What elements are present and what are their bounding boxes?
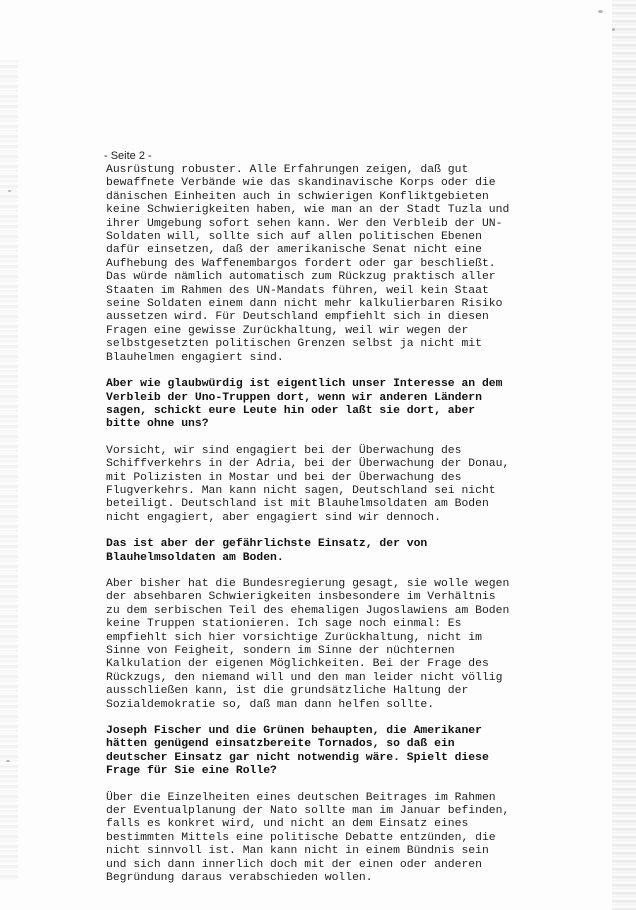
text-line: zu dem serbischen Teil des ehemaligen Jugoslawiens am Boden	[106, 604, 510, 617]
paragraph-gap	[106, 525, 526, 538]
interview-question	[106, 538, 526, 565]
text-line: seine Soldaten einem dann nicht mehr kalkulierbaren Risiko	[106, 298, 503, 311]
scan-speck	[6, 760, 10, 762]
text-line: Das ist aber der gefährlichste Einsatz, der von	[106, 538, 428, 551]
text-line: ihrer Umgebung sofort sehen kann. Wer den Verbleib der UN-	[106, 217, 503, 230]
text-line: falls es konkret wird, und nicht an dem Einsatz eines	[106, 818, 469, 831]
text-line: Soldaten will, sollte sich auf allen politischen Ebenen	[106, 231, 482, 244]
text-line: Schiffverkehrs in der Adria, bei der Überwachung der Donau,	[106, 458, 510, 471]
text-line: der Eventualplanung der Nato sollte man im Januar befinden,	[106, 805, 510, 818]
interview-answer	[106, 578, 526, 712]
text-line: Blauhelmen engagiert sind.	[106, 351, 284, 364]
text-line: dänischen Einheiten auch in schwierigen Konfliktgebieten	[106, 190, 489, 203]
text-line: und sich dann innerlich doch mit der einen oder anderen	[106, 858, 482, 871]
interview-answer	[106, 445, 526, 525]
interview-question	[106, 378, 526, 432]
text-line: bestimmten Mittels eine politische Debatte entzünden, die	[106, 831, 496, 844]
text-line: selbstgesetzten politischen Grenzen selbst ja nicht mit	[106, 338, 482, 351]
text-line: Frage für Sie eine Rolle?	[106, 765, 277, 778]
text-line: Aber wie glaubwürdig ist eigentlich unser Interesse an dem	[106, 378, 503, 391]
text-line: Rückzugs, den niemand will und den man leider nicht völlig	[106, 671, 503, 684]
interview-question	[106, 725, 526, 779]
text-line: Joseph Fischer und die Grünen behaupten, die Amerikaner	[106, 725, 482, 738]
paragraph-gap	[106, 779, 526, 792]
paragraph-gap	[106, 365, 526, 378]
text-line: empfiehlt sich hier vorsichtige Zurückhaltung, nicht im	[106, 631, 482, 644]
interview-answer	[106, 792, 526, 886]
text-line: Fragen eine gewisse Zurückhaltung, weil wir wegen der	[106, 324, 469, 337]
interview-answer	[106, 164, 526, 365]
text-line: deutscher Einsatz gar nicht notwendig wäre. Spielt diese	[106, 751, 489, 764]
text-line: keine Truppen stationieren. Ich sage noch einmal: Es	[106, 618, 462, 631]
scan-speck	[598, 10, 603, 13]
text-line: der absehbaren Schwierigkeiten insbesondere im Verhältnis	[106, 591, 496, 604]
paragraph-gap	[106, 432, 526, 445]
text-line: dafür einsetzen, daß der amerikanische Senat nicht eine	[106, 244, 482, 257]
text-line: keine Schwierigkeiten haben, wie man an der Stadt Tuzla und	[106, 204, 510, 217]
text-line: Kalkulation der eigenen Möglichkeiten. Bei der Frage des	[106, 658, 489, 671]
text-line: bitte ohne uns?	[106, 418, 209, 431]
page-header: - Seite 2 -	[104, 150, 152, 162]
scan-edge-right	[612, 0, 636, 910]
text-line: Vorsicht, wir sind engagiert bei der Überwachung des	[106, 444, 462, 457]
text-line: mit Polizisten in Mostar und bei der Überwachung des	[106, 471, 462, 484]
text-line: Staaten im Rahmen des UN-Mandats führen, weil kein Staat	[106, 284, 489, 297]
text-line: nicht sinnvoll ist. Man kann nicht in einem Bündnis sein	[106, 845, 489, 858]
text-line: bewaffnete Verbände wie das skandinavische Korps oder die	[106, 177, 496, 190]
text-line: Über die Einzelheiten eines deutschen Beitrages im Rahmen	[106, 791, 496, 804]
text-line: sagen, schickt eure Leute hin oder laßt sie dort, aber	[106, 404, 476, 417]
scan-speck	[8, 190, 11, 192]
text-line: beteiligt. Deutschland ist mit Blauhelmsoldaten am Boden	[106, 498, 489, 511]
text-line: Blauhelmsoldaten am Boden.	[106, 551, 284, 564]
text-line: Flugverkehrs. Man kann nicht sagen, Deutschland sei nicht	[106, 484, 496, 497]
text-line: Aber bisher hat die Bundesregierung gesagt, sie wolle wegen	[106, 577, 510, 590]
text-line: nicht engagiert, aber engagiert sind wir dennoch.	[106, 511, 441, 524]
text-line: Ausrüstung robuster. Alle Erfahrungen zeigen, daß gut	[106, 164, 469, 176]
paragraph-gap	[106, 565, 526, 578]
text-line: Sinne von Feigheit, sondern im Sinne der nüchternen	[106, 645, 455, 657]
scan-speck	[612, 28, 615, 31]
text-line: aussetzen wird. Für Deutschland empfiehlt sich in diesen	[106, 311, 489, 324]
text-line: Verbleib der Uno-Truppen dort, wenn wir anderen Ländern	[106, 391, 482, 404]
document-body	[106, 164, 526, 886]
text-line: ausschließen kann, ist die grundsätzliche Haltung der	[106, 685, 469, 698]
paragraph-gap	[106, 712, 526, 725]
text-line: Begründung daraus verabschieden wollen.	[106, 872, 373, 885]
text-line: Sozialdemokratie so, daß man dann helfen sollte.	[106, 698, 435, 711]
scan-edge-left	[0, 60, 18, 880]
text-line: Aufhebung des Waffenembargos fordert oder gar beschließt.	[106, 257, 496, 270]
text-line: Das würde nämlich automatisch zum Rückzug praktisch aller	[106, 271, 496, 284]
text-line: hätten genügend einsatzbereite Tornados, so daß ein	[106, 738, 455, 751]
